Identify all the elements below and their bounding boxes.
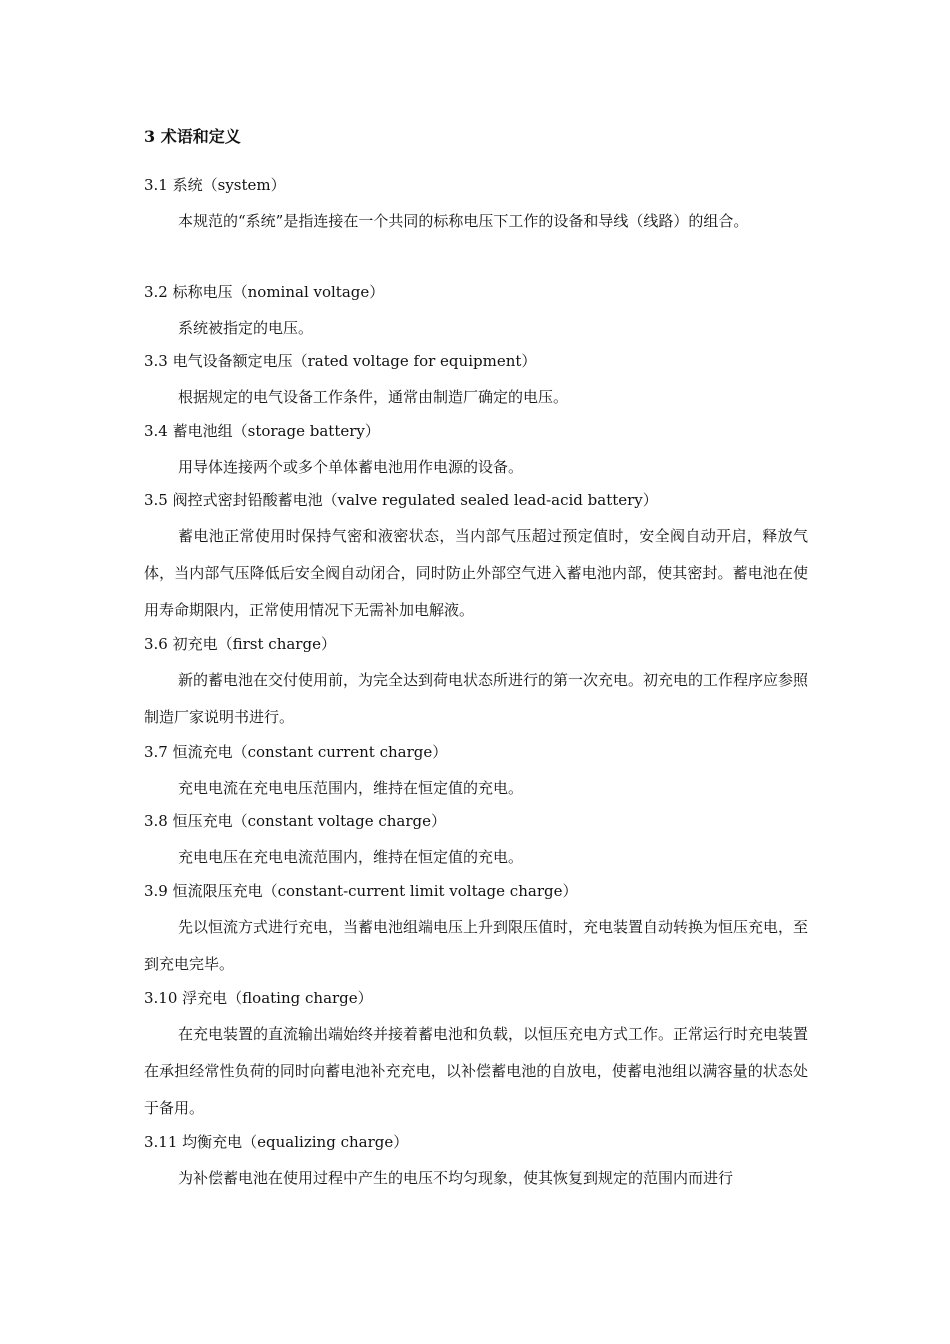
term-title-3-5: 3.5 阀控式密封铅酸蓄电池（valve regulated sealed lead-acid battery） bbox=[144, 491, 658, 509]
term-title-3-8: 3.8 恒压充电（constant voltage charge） bbox=[144, 812, 447, 830]
term-title-3-10: 3.10 浮充电（floating charge） bbox=[144, 989, 373, 1007]
term-definition-3-11: 为补偿蓄电池在使用过程中产生的电压不均匀现象，使其恢复到规定的范围内而进行 bbox=[178, 1169, 734, 1187]
term-title-3-7: 3.7 恒流充电（constant current charge） bbox=[144, 743, 448, 761]
term-title-3-11: 3.11 均衡充电（equalizing charge） bbox=[144, 1133, 409, 1151]
section-heading: 3 术语和定义 bbox=[144, 127, 241, 146]
term-definition-3-3: 根据规定的电气设备工作条件，通常由制造厂确定的电压。 bbox=[178, 388, 569, 406]
term-title-3-2: 3.2 标称电压（nominal voltage） bbox=[144, 283, 385, 301]
term-title-3-6: 3.6 初充电（first charge） bbox=[144, 635, 336, 653]
term-definition-3-7: 充电电流在充电电压范围内，维持在恒定值的充电。 bbox=[178, 779, 524, 797]
term-title-3-4: 3.4 蓄电池组（storage battery） bbox=[144, 422, 380, 440]
term-title-3-1: 3.1 系统（system） bbox=[144, 176, 286, 194]
term-definition-3-9: 先以恒流方式进行充电，当蓄电池组端电压上升到限压值时，充电装置自动转换为恒压充电，至到充电完毕。 bbox=[144, 918, 809, 973]
term-title-3-9: 3.9 恒流限压充电（constant-current limit voltage charge） bbox=[144, 882, 578, 900]
term-definition-3-10: 在充电装置的直流输出端始终并接着蓄电池和负载，以恒压充电方式工作。正常运行时充电装置在承担经常性负荷的同时向蓄电池补充充电，以补偿蓄电池的自放电，使蓄电池组以满容量的状态处于备用。 bbox=[144, 1025, 809, 1117]
term-definition-3-1: 本规范的“系统”是指连接在一个共同的标称电压下工作的设备和导线（线路）的组合。 bbox=[178, 212, 749, 230]
term-definition-3-4: 用导体连接两个或多个单体蓄电池用作电源的设备。 bbox=[178, 458, 524, 476]
term-title-3-3: 3.3 电气设备额定电压（rated voltage for equipment） bbox=[144, 352, 537, 370]
term-definition-3-6: 新的蓄电池在交付使用前，为完全达到荷电状态所进行的第一次充电。初充电的工作程序应参照制造厂家说明书进行。 bbox=[144, 671, 809, 726]
term-definition-3-8: 充电电压在充电电流范围内，维持在恒定值的充电。 bbox=[178, 848, 524, 866]
term-definition-3-2: 系统被指定的电压。 bbox=[178, 319, 314, 337]
term-definition-3-5: 蓄电池正常使用时保持气密和液密状态，当内部气压超过预定值时，安全阀自动开启，释放气体，当内部气压降低后安全阀自动闭合，同时防止外部空气进入蓄电池内部，使其密封。蓄电池在使用寿命期限内，正常使用情况下无需补加电解液。 bbox=[144, 527, 808, 619]
